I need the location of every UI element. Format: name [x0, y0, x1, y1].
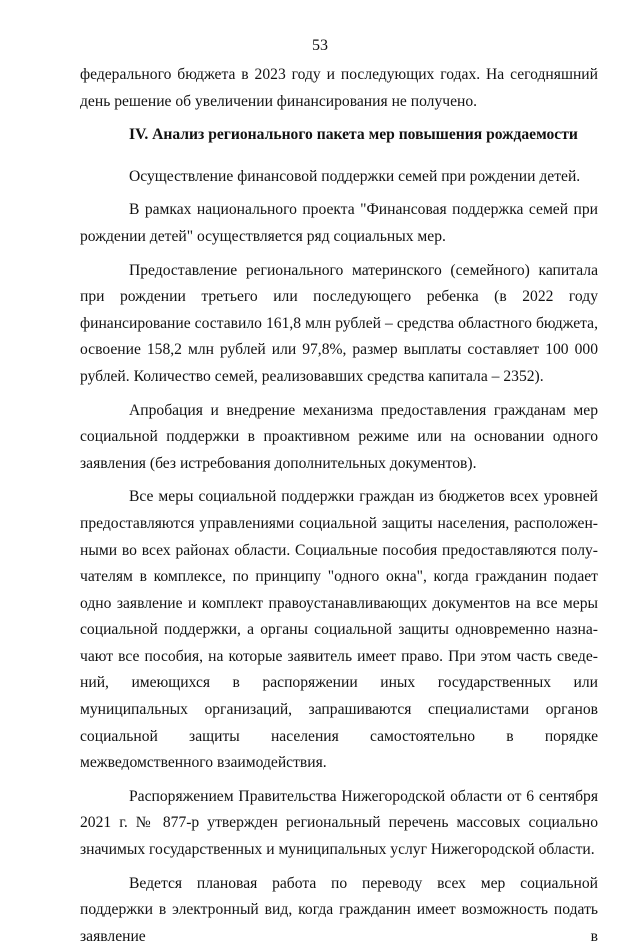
- body-paragraph-4: Апробация и внедрение механизма предоставления гражданам мер социальной поддержки в проактивном режиме или на основании одного заявления (без истребования дополнительных документов).: [80, 401, 598, 472]
- continued-paragraph: федерального бюджета в 2023 году и последующих годах. На сегодняшний день решение об увеличении финансирования не получено.: [80, 66, 598, 110]
- body-paragraph-7: Ведется плановая работа по переводу всех мер социальной поддержки в электронный вид, когда гражданин имеет возможность подать заявление в: [80, 874, 598, 945]
- page-body: [80, 62, 598, 950]
- body-paragraph-3: Предоставление регионального материнского (семейного) капитала при рождении третьего или последующего ребенка (в 2022 году финансирование составило 161,8 млн рублей – средства областного бюджета, освоение 158,2 млн рублей или 97,8%, размер выплаты составляет 100 000 рублей. Количество семей, реализовавших средства капитала – 2352).: [80, 261, 598, 385]
- section-heading: IV. Анализ регионального пакета мер повышения рождаемости: [129, 126, 578, 144]
- page-number: 53: [312, 37, 328, 54]
- body-paragraph-2: В рамках национального проекта "Финансовая поддержка семей при рождении детей" осуществляется ряд социальных мер.: [80, 201, 598, 245]
- body-paragraph-5: Все меры социальной поддержки граждан из бюджетов всех уровней предоставляются управлениями социальной защиты населения, расположенными во всех районах области. Социальные пособия предоставляются получателям в комплексе, по принципу "одного окна", когда гражданин подает одно заявление и комплект правоустанавливающих документов на все меры социальной поддержки, а органы социальной защиты одновременно назначают все пособия, на которые заявитель имеет право. При этом часть сведений, имеющихся в распоряжении иных государственных или муниципальных организаций, запрашиваются специалистами органов социальной защиты населения самостоятельно в порядке межведомственного взаимодействия.: [80, 488, 598, 772]
- body-paragraph-1: Осуществление финансовой поддержки семей при рождении детей.: [129, 167, 581, 185]
- body-paragraph-6: Распоряжением Правительства Нижегородской области от 6 сентября 2021 г. № 877-р утвержден региональный перечень массовых социально значимых государственных и муниципальных услуг Нижегородской области.: [80, 787, 598, 859]
